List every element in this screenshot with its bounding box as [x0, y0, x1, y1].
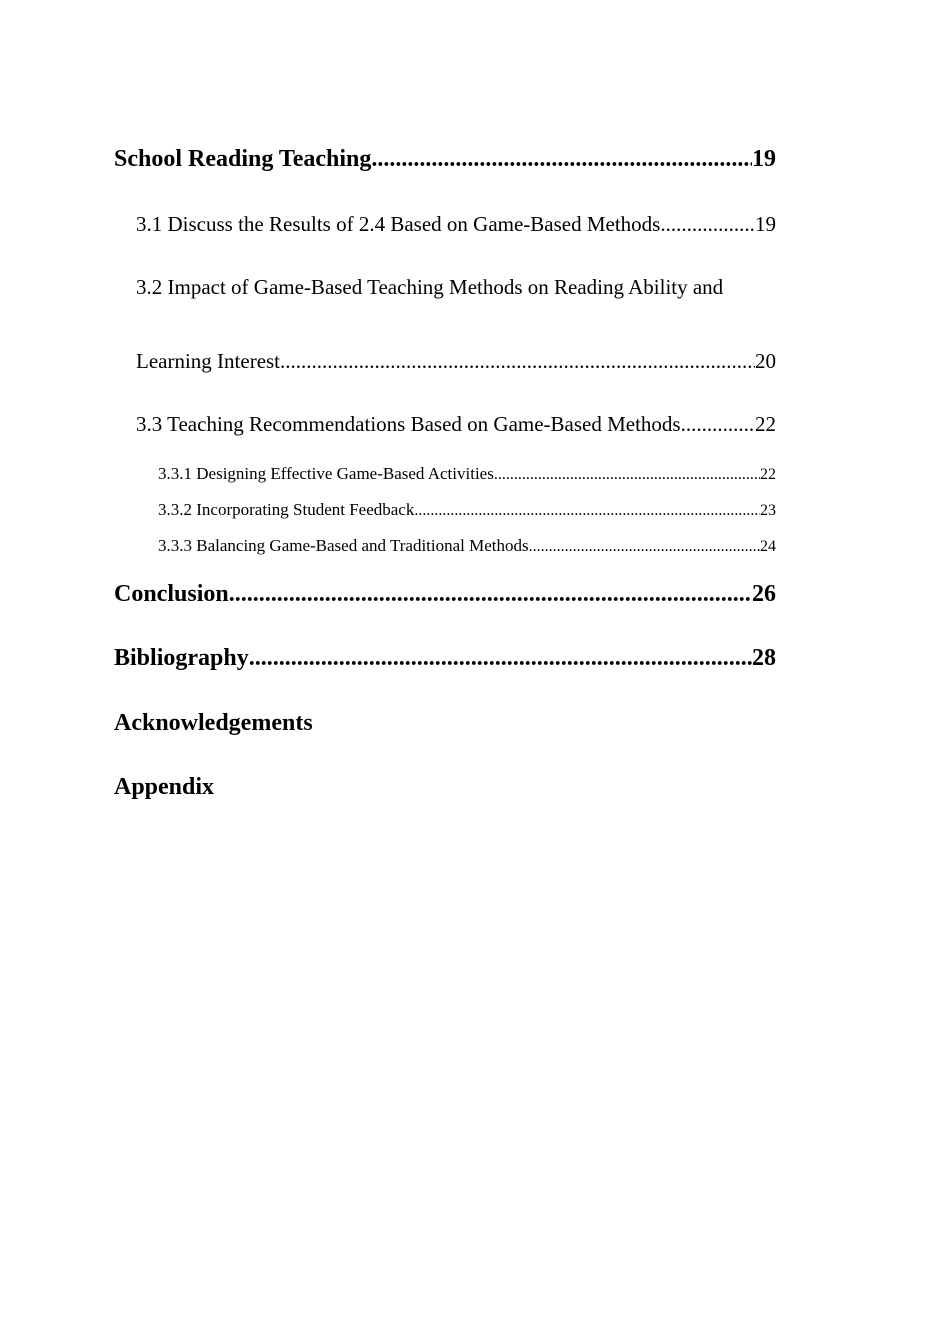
toc-entry-label: 3.3.1 Designing Effective Game-Based Activities [158, 464, 494, 483]
toc-leader-dots [414, 502, 760, 520]
toc-leader-dots [371, 146, 752, 173]
toc-entry-label: 3.3.2 Incorporating Student Feedback [158, 500, 415, 519]
toc-entry-label: 3.3.3 Balancing Game-Based and Traditional Methods [158, 536, 529, 555]
toc-entry-3-3-1[interactable] [158, 464, 776, 484]
toc-page-number: 19 [755, 212, 776, 236]
toc-leader-dots [280, 349, 755, 374]
toc-page-number: 22 [755, 412, 776, 436]
toc-entry-conclusion[interactable] [114, 581, 776, 608]
toc-page-number: 23 [760, 502, 776, 519]
toc-entry-acknowledgements[interactable]: Acknowledgements [114, 710, 313, 736]
toc-leader-dots [494, 466, 760, 484]
toc-page-number: 24 [760, 538, 776, 555]
toc-page-number: 20 [755, 349, 776, 373]
toc-page-number: 19 [752, 146, 776, 172]
toc-page-number: 28 [752, 645, 776, 671]
toc-entry-school-reading-teaching[interactable] [114, 146, 776, 173]
toc-entry-3-3-3[interactable] [158, 536, 776, 556]
toc-entry-3-2-line2[interactable] [136, 349, 776, 374]
toc-entry-label: School Reading Teaching [114, 146, 372, 172]
toc-leader-dots [529, 538, 760, 556]
toc-entry-label: Learning Interest [136, 349, 281, 373]
toc-leader-dots [249, 645, 752, 672]
toc-entry-label: 3.1 Discuss the Results of 2.4 Based on Game-Based Methods [136, 212, 661, 236]
toc-entry-appendix[interactable]: Appendix [114, 774, 215, 800]
toc-leader-dots [660, 212, 755, 237]
toc-entry-label: 3.3 Teaching Recommendations Based on Game-Based Methods [136, 412, 681, 436]
toc-page-number: 22 [760, 466, 776, 483]
toc-entry-3-1[interactable] [136, 212, 776, 237]
toc-entry-3-3-2[interactable] [158, 500, 776, 520]
toc-entry-label: Bibliography [114, 645, 249, 671]
toc-entry-3-3[interactable] [136, 412, 776, 437]
toc-page-number: 26 [752, 581, 776, 607]
toc-leader-dots [229, 581, 752, 608]
toc-leader-dots [681, 412, 755, 437]
toc-entry-bibliography[interactable] [114, 645, 776, 672]
toc-entry-label: Conclusion [114, 581, 229, 607]
toc-entry-3-2-line1[interactable]: 3.2 Impact of Game-Based Teaching Methods on Reading Ability and [136, 275, 724, 299]
